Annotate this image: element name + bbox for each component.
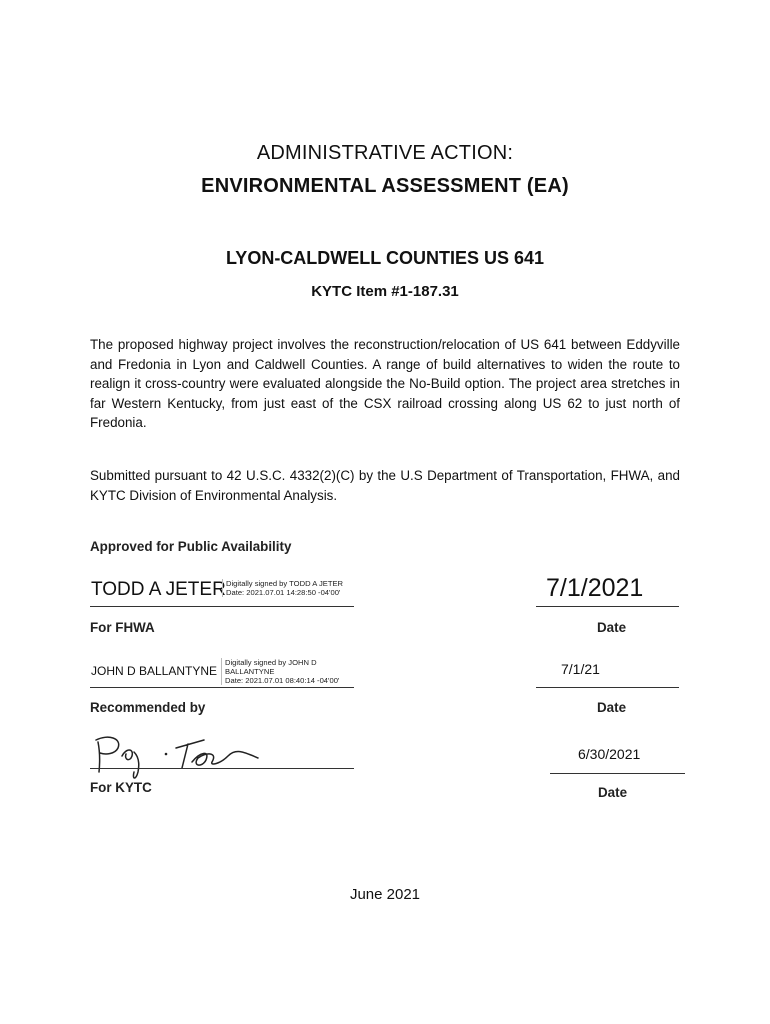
kytc-date-line	[550, 773, 685, 774]
project-description: The proposed highway project involves the reconstruction/relocation of US 641 between Eddyville and Fredonia in Lyon and Caldwell Counties. A range of build alternatives to widen the route to realign it cross-country were evaluated alongside the No-Build option. The project area stretches in far Western Kentucky, from just east of the CSX railroad crossing along US 62 to just north of Fredonia.	[90, 337, 680, 430]
kytc-date-value: 6/30/2021	[578, 746, 641, 762]
fhwa-digital-note-line1: Digitally signed by TODD A JETER	[226, 579, 344, 588]
recommended-digital-signature-note	[221, 658, 339, 685]
document-date: June 2021	[349, 886, 421, 903]
recommended-date-line	[536, 687, 679, 688]
recommended-date-value: 7/1/21	[561, 661, 600, 677]
kytc-label: For KYTC	[90, 780, 152, 795]
recommended-signature-line	[90, 687, 354, 688]
submission-statement: Submitted pursuant to 42 U.S.C. 4332(2)(C) by the U.S Department of Transportation, FHWA, and KYTC Division of Environmental Analysis.	[90, 468, 680, 503]
recommended-digital-note-line3: Date: 2021.07.01 08:40:14 -04'00'	[225, 676, 340, 685]
recommended-digital-note-line2: BALLANTYNE	[225, 667, 275, 676]
kytc-handwritten-signature	[88, 722, 268, 782]
fhwa-digital-signature-note	[222, 579, 343, 597]
fhwa-date-value: 7/1/2021	[546, 574, 644, 602]
recommended-digital-note-line1: Digitally signed by JOHN D	[225, 658, 317, 667]
approval-heading: Approved for Public Availability	[90, 539, 292, 554]
document-title-line2: ENVIRONMENTAL ASSESSMENT (EA)	[201, 175, 569, 197]
fhwa-date-label: Date	[597, 620, 627, 635]
item-number: KYTC Item #1-187.31	[311, 283, 459, 300]
recommended-label: Recommended by	[90, 700, 206, 715]
fhwa-signer-name: TODD A JETER	[91, 579, 226, 600]
project-title: LYON-CALDWELL COUNTIES US 641	[225, 248, 545, 268]
recommended-signer-name: JOHN D BALLANTYNE	[91, 664, 218, 678]
kytc-signature-line	[90, 768, 354, 769]
document-title-line1: ADMINISTRATIVE ACTION:	[256, 142, 514, 164]
fhwa-label: For FHWA	[90, 620, 155, 635]
kytc-date-label: Date	[598, 785, 628, 800]
fhwa-digital-note-line2: Date: 2021.07.01 14:28:50 -04'00'	[226, 588, 341, 597]
fhwa-signature-line	[90, 606, 354, 607]
fhwa-date-line	[536, 606, 679, 607]
recommended-date-label: Date	[597, 700, 627, 715]
